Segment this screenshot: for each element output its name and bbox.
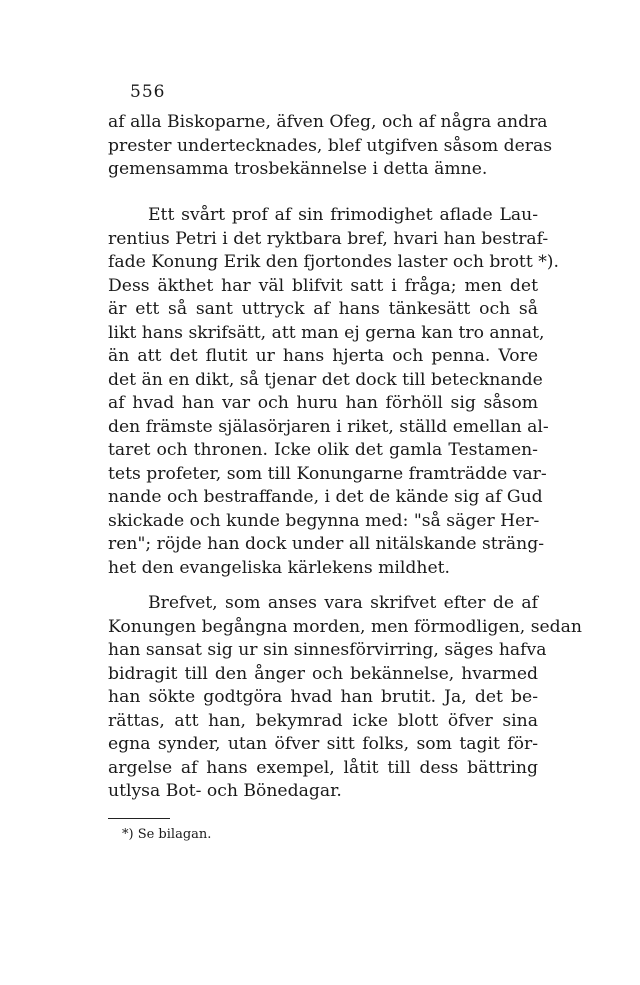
footnote-rule xyxy=(108,818,170,819)
text-line: Ett svårt prof af sin frimodighet aflade Lau- xyxy=(148,205,538,225)
text-line: den främste själasörjaren i riket, ställd emellan al- xyxy=(108,416,549,437)
text-line: argelse af hans exempel, låtit till dess bättring xyxy=(108,757,538,778)
text-line: Konungen begångna morden, men förmodligen, sedan xyxy=(108,616,582,637)
text-line: Dess äkthet har väl blifvit satt i fråga; men det xyxy=(108,275,538,296)
text-line: Brefvet, som anses vara skrifvet efter de af xyxy=(148,593,538,613)
paragraph-2 xyxy=(108,204,559,580)
text-line: rentius Petri i det ryktbara bref, hvari han bestraf- xyxy=(108,228,549,249)
text-line: rättas, att han, bekymrad icke blott öfver sina xyxy=(108,710,538,731)
text-line: egna synder, utan öfver sitt folks, som tagit för- xyxy=(108,734,538,754)
text-line: fade Konung Erik den fjortondes laster och brott *). xyxy=(108,252,559,272)
text-line: än att det flutit ur hans hjerta och penna. Vore xyxy=(108,346,538,366)
text-line: gemensamma trosbekännelse i detta ämne. xyxy=(108,159,488,179)
text-line: ren"; röjde han dock under all nitälskande sträng- xyxy=(108,534,545,554)
text-line: utlysa Bot- och Bönedagar. xyxy=(108,781,342,801)
text-line: han sansat sig ur sin sinnesförvirring, säges hafva xyxy=(108,640,547,660)
text-line: nande och bestraffande, i det de kände sig af Gud xyxy=(108,487,543,507)
text-line: det än en dikt, så tjenar det dock till betecknande xyxy=(108,369,543,390)
footnote: *) Se bilagan. xyxy=(122,827,212,842)
text-line: af alla Biskoparne, äfven Ofeg, och af några andra xyxy=(108,112,548,132)
paragraph-3 xyxy=(108,592,582,804)
text-line: taret och thronen. Icke olik det gamla Testamen- xyxy=(108,440,538,460)
text-line: tets profeter, som till Konungarne framträdde var- xyxy=(108,463,547,484)
text-line: skickade och kunde begynna med: "så säger Her- xyxy=(108,510,540,531)
text-line: är ett så sant uttryck af hans tänkesätt och så xyxy=(108,299,538,319)
text-line: likt hans skrifsätt, att man ej gerna kan tro annat, xyxy=(108,322,545,343)
paragraph-1 xyxy=(108,111,553,182)
text-line: han sökte godtgöra hvad han brutit. Ja, det be- xyxy=(108,687,538,707)
page-number: 556 xyxy=(130,82,166,102)
text-line: prester undertecknades, blef utgifven såsom deras xyxy=(108,135,553,156)
text-line: het den evangeliska kärlekens mildhet. xyxy=(108,557,451,578)
text-line: af hvad han var och huru han förhöll sig såsom xyxy=(108,393,538,413)
text-line: bidragit till den ånger och bekännelse, hvarmed xyxy=(108,663,538,684)
